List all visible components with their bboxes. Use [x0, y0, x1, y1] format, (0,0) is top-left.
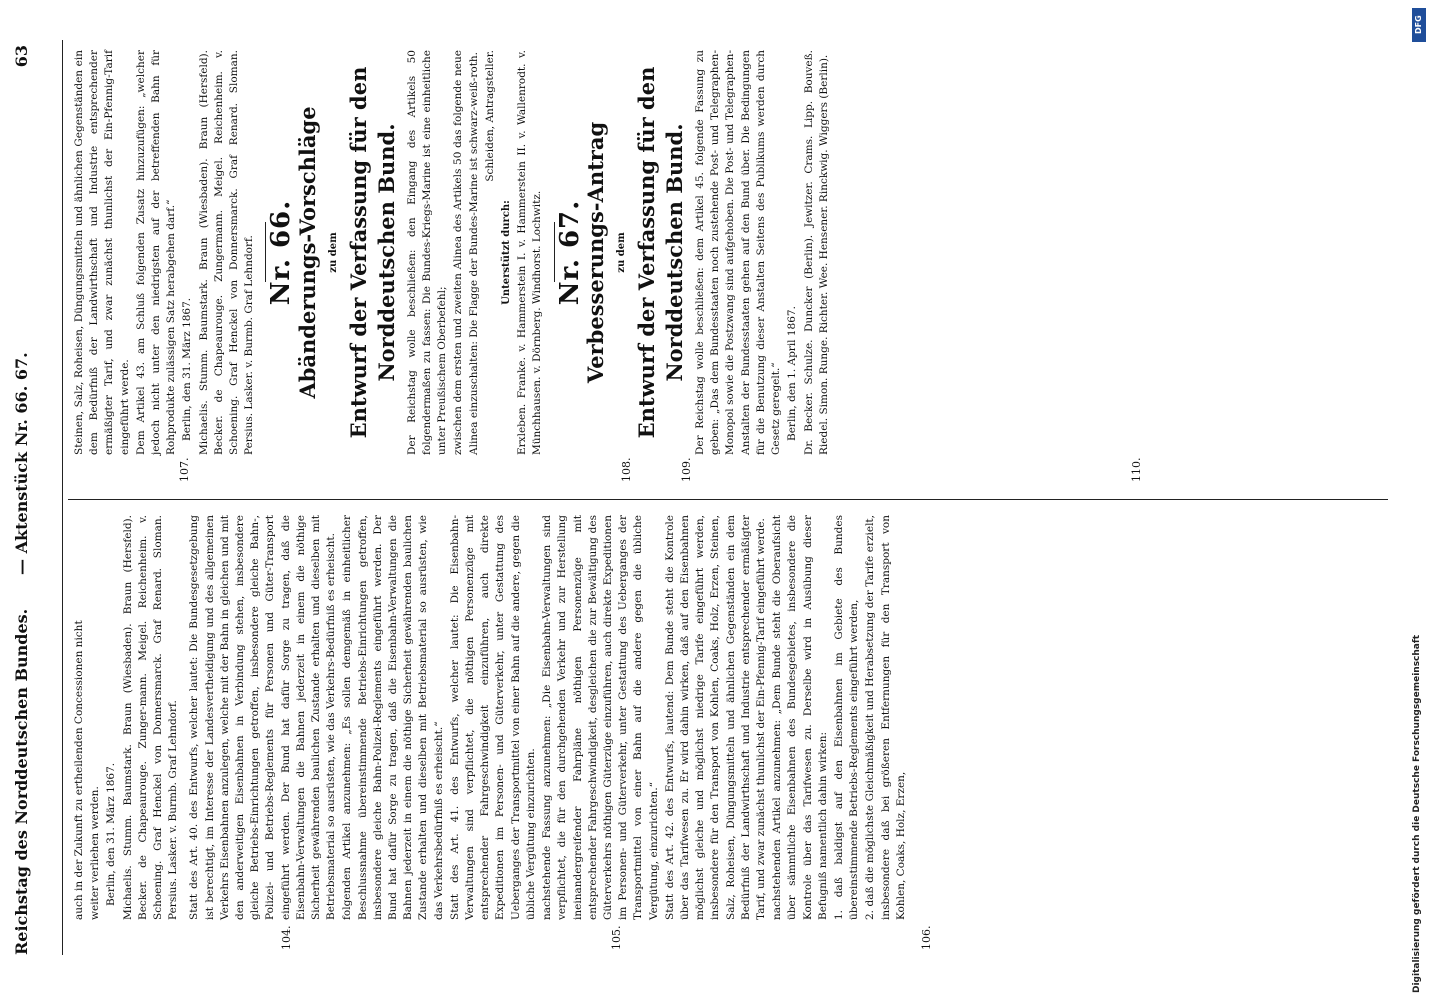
list-item-1: 1. daß baldigst auf den Eisenbahnen im Gebiete des Bundes übereinstimmende Betriebs-Reglements eingeführt werden,: [832, 515, 861, 920]
paragraph-109: zwischen dem ersten und zweiten Alinea des Artikels 50 das folgende neue Alinea einzuschalten: Die Flagge der Bundes-Marine ist schwarz-weiß-roth.: [452, 50, 480, 455]
date-line: Berlin, den 31. März 1867.: [105, 762, 118, 906]
heading-nr-67-subtitle: Verbesserungs-Antrag: [582, 121, 608, 384]
intro-line-1: auch in der Zukunft zu ertheilenden Concessionen nicht: [73, 620, 85, 920]
proposer: Schleiden, Antragsteller.: [483, 50, 496, 182]
header-rule: [62, 40, 63, 955]
header-left: Reichstag des Norddeutschen Bundes.: [12, 608, 31, 955]
list-item-2: 2. daß die möglichste Gleichmäßigkeit und Herabsetzung der Tarife erzielt, insbesondere daß bei größeren Entfernungen für den Transport von Kohlen, Coaks, Holz, Erzen,: [864, 515, 907, 920]
continuation-text: Steinen, Salz, Roheisen, Düngungsmitteln und ähnlichen Gegenständen ein dem Bedürfniß der Landwirthschaft und Industrie entsprechender ermäßigter Tarif, und zwar zunächst thunlichst der Ein-Pfennig-Tarif eingeführt werde.: [73, 50, 131, 455]
dfg-logo: DFG: [1412, 8, 1426, 42]
heading-nr-67: Nr. 67.: [554, 199, 585, 306]
paragraph-105-amend: nachstehende Fassung anzunehmen: „Die Eisenbahn-Verwaltungen sind verpflichtet, die für den durchgehenden Verkehr und zur Herstellung ineinandergreifender Fahrpläne nöthigen Personenzüge mit entsprechender Fahrgeschwindigkeit, desgleichen die zur Bewältigung des Güterverkehrs nöthigen Güterzüge einzuführen, auch direkte Expeditionen im Personen- und Güterverkehr, unter Gestattung des Ueberganges der Transportmittel von einer Bahn auf die andere gegen die übliche Vergütung, einzurichten.“: [541, 515, 660, 920]
right-column: [72, 50, 833, 455]
heading-nr-66: Nr. 66.: [266, 199, 297, 306]
paragraph-107: Dem Artikel 43. am Schluß folgenden Zusatz hinzuzufügen: „welcher jedoch nicht unter den niedrigsten auf der betreffenden Bahn für Rohprodukte zulässigen Satz herabgehen darf.“: [134, 50, 178, 455]
number-107: 107.: [178, 457, 191, 482]
date-line-3: Berlin, den 1. April 1867.: [786, 306, 799, 441]
dfg-sidebar: [1412, 8, 1426, 993]
heading-zu-dem-2: zu dem: [615, 232, 627, 273]
number-108: 108.: [620, 457, 633, 482]
number-109: 109.: [680, 457, 693, 482]
heading-zu-dem: zu dem: [327, 232, 339, 273]
supporters: Erxleben. Franke. v. Hammerstein I. v. Hammerstein II. v. Wallenrodt. v. Münchhausen. v. Dörnberg. Windhorst. Lochwitz.: [516, 50, 544, 455]
signers-2: Michaelis. Stumm. Baumstark. Braun (Wiesbaden). Braun (Hersfeld). Becker. de Chapeaurouge. Zungermann. Meigel. Reichenheim. v. Schoening. Graf Henckel von Donnersmarck. Graf Renard. Sloman. Persius. Lasker. v. Burmb. Graf Lehndorf.: [197, 50, 256, 455]
number-110: 110.: [1130, 457, 1143, 482]
number-104: 104.: [280, 925, 293, 950]
heading-entwurf: Entwurf der Verfassung für den Norddeutschen Bund.: [345, 66, 399, 439]
dfg-credit: Digitalisierung gefördert durch die Deutsche Forschungsgemeinschaft: [1412, 634, 1422, 993]
signers-3: Dr. Becker. Schulze. Duncker (Berlin). Jewitzer. Crams. Lipp. Bouveß. Riedel. Simon. Runge. Richter. Wee. Hensener. Rinckwig. Wiggers (Berlin).: [802, 50, 830, 455]
paragraph-104-amend: folgenden Artikel anzunehmen: „Es sollen demgemäß in einheitlicher Beschlussnahme übereinstimmende Betriebs-Einrichtungen getroffen, insbesondere gleiche Bahn-Polizei-Reglements eingeführt werden. Der Bund hat dafür Sorge zu tragen, daß die Eisenbahn-Verwaltungen die Bahnen jederzeit in einem die nöthige Sicherheit gewährenden baulichen Zustande erhalten und dieselben mit Betriebsmaterial so ausrüsten, wie das Verkehrsbedürfniß es erheischt.“: [341, 515, 445, 920]
paragraph-105: Statt des Art. 41. des Entwurfs, welcher lautet: Die Eisenbahn-Verwaltungen sind verpflichtet, die nöthigen Personenzüge mit entsprechender Fahrgeschwindigkeit einzuführen, auch direkte Expeditionen im Personen- und Güterverkehr, unter Gestattung des Ueberganges der Transportmittel von einer Bahn auf die andere, gegen die übliche Vergütung einzurichten.: [448, 515, 537, 920]
paragraph-106-amend: nachstehenden Artikel anzunehmen: „Dem Bunde steht die Oberaufsicht über sämmtliche Eisenbahnen des Bundesgebietes, insbesondere die Kontrole über das Tarifwesen zu. Derselbe wird in Ausübung dieser Befugniß namentlich dahin wirken:: [771, 515, 829, 920]
paragraph-106: Statt des Art. 42. des Entwurfs, lautend: Dem Bunde steht die Kontrole über das Tarifwesen zu. Er wird dahin wirken, daß auf den Eisenbahnen möglichst gleiche und möglichst niedrige Tarife eingeführt werden, insbesondere für den Transport von Kohlen, Coaks, Holz, Erzen, Steinen, Salz, Roheisen, Düngungsmitteln und ähnlichen Gegenständen ein dem Bedürfniß der Landwirthschaft und Industrie entsprechender ermäßigter Tarif, und zwar zunächst thunlichst der Ein-Pfennig-Tarif eingeführt werde.: [663, 515, 767, 920]
number-105: 105.: [610, 925, 623, 950]
paragraph-104: Statt des Art. 40. des Entwurfs, welcher lautet: Die Bundesgesetzgebung ist berechtigt, im Interesse der Landesvertheidigung und des allgemeinen Verkehrs Eisenbahnen anzulegen, welche mit der Bahn in gleichen und mit den anderweitigen Eisenbahnen in Verbindung stehen, insbesondere gleiche Betriebs-Einrichtungen getroffen, insbesondere gleiche Bahn-, Polizei- und Betriebs-Reglements für Personen und Güter-Transport eingeführt werden. Der Bund hat dafür Sorge zu tragen, daß die Eisenbahn-Verwaltungen die Bahnen jederzeit in einem die nöthige Sicherheit gewährenden baulichen Zustande erhalten und dieselben mit Betriebsmaterial so ausrüsten, wie das Verkehrs-Bedürfniß es erheischt.: [188, 515, 338, 920]
heading-nr-66-subtitle: Abänderungs-Vorschläge: [294, 106, 320, 399]
heading-entwurf-2: Entwurf der Verfassung für den Norddeutschen Bund.: [634, 66, 688, 439]
date-line-2: Berlin, den 31. März 1867.: [181, 297, 194, 441]
signers: Michaelis. Stumm. Baumstark. Braun (Wiesbaden). Braun (Hersfeld). Becker. de Chapeaurouge. Zunger-mann. Meigel. Reichenheim. v. Schoening. Graf Henckel von Donnersmarck. Graf Renard. Sloman. Persius. Lasker. v. Burmb. Graf Lehndorf.: [121, 515, 180, 920]
running-header: [10, 45, 38, 955]
paragraph-108: Der Reichstag wolle beschließen: den Eingang des Artikels 50 folgendermaßen zu fassen: Die Bundes-Kriegs-Marine ist eine einheitliche unter Preußischem Oberbefehl;: [405, 50, 449, 455]
page-number: 63: [12, 45, 31, 68]
number-106: 106.: [920, 925, 933, 950]
left-column: [72, 515, 910, 920]
supported-by: Unterstützt durch:: [501, 200, 513, 305]
paragraph-110: Der Reichstag wolle beschließen: dem Artikel 45. folgende Fassung zu geben: „Das dem Bundesstaaten noch zustehende Post- und Telegraphen-Monopol sowie die Postzwang sind aufgehoben. Die Post- und Telegraphen-Anstalten der Bundesstaaten gehen auf den Bund über. Die Bedingungen für die Benutzung dieser Anstalten Seitens des Publikums werden durch Gesetz geregelt.“: [694, 50, 783, 455]
column-divider: [68, 499, 1388, 500]
header-center: — Aktenstück Nr. 66. 67.: [12, 352, 31, 575]
intro-line-2: weiter verliehen werden.: [89, 786, 102, 920]
